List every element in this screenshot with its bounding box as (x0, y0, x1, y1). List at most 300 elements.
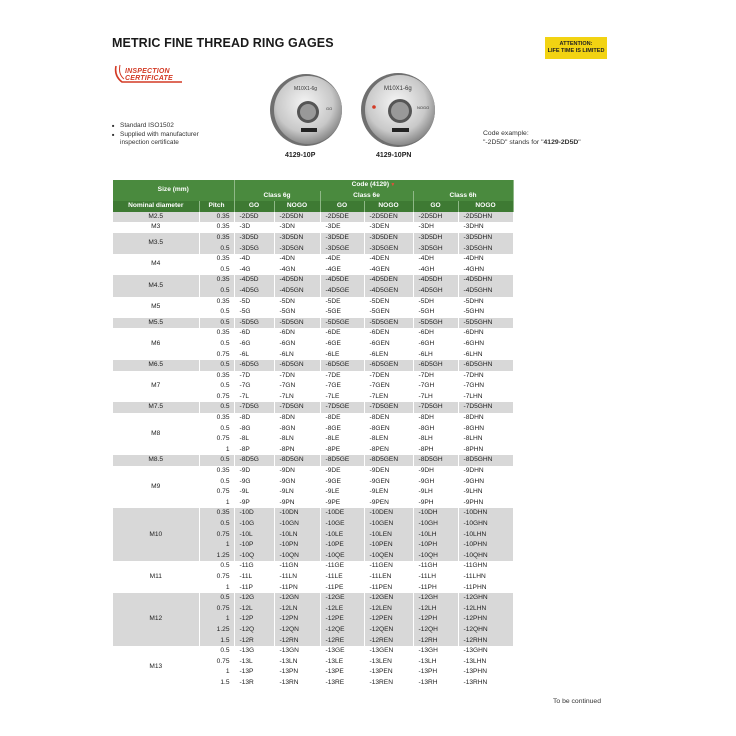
code-cell: -12LN (274, 604, 320, 615)
code-cell: -3DH (413, 222, 458, 233)
code-cell: -13PE (320, 667, 364, 678)
code-cell: -8D5GN (274, 455, 320, 466)
code-cell: -6LH (413, 350, 458, 361)
pitch-cell: 1.25 (199, 551, 234, 562)
code-cell: -6GE (320, 339, 364, 350)
code-cell: -4DH (413, 254, 458, 265)
code-cell: -7G (234, 381, 274, 392)
code-cell: -13LE (320, 657, 364, 668)
cert-logo-line-1: INSPECTION (125, 68, 170, 75)
header-nogo: NOGO (458, 201, 513, 212)
nominal-diameter-cell: M7 (113, 371, 199, 403)
table-row (113, 233, 513, 244)
code-cell: -13REN (364, 678, 413, 689)
code-cell: -13PH (413, 667, 458, 678)
code-cell: -13GE (320, 646, 364, 657)
code-cell: -10LHN (458, 530, 513, 541)
code-cell: -4D5DE (320, 275, 364, 286)
header-go: GO (320, 201, 364, 212)
pitch-cell: 0.5 (199, 477, 234, 488)
code-cell: -7DHN (458, 371, 513, 382)
table-row (113, 593, 513, 604)
code-cell: -2D5DE (320, 212, 364, 223)
code-cell: -11P (234, 583, 274, 594)
code-cell: -11LH (413, 572, 458, 583)
code-cell: -7D5GEN (364, 402, 413, 413)
pitch-cell: 0.5 (199, 519, 234, 530)
nogo-ring-gauge-image (360, 71, 438, 154)
code-cell: -6L (234, 350, 274, 361)
code-cell: -8L (234, 434, 274, 445)
to-be-continued: To be continued (553, 698, 601, 705)
code-cell: -9D (234, 466, 274, 477)
code-example (483, 130, 581, 147)
code-cell: -6D5GN (274, 360, 320, 371)
code-cell: -6DE (320, 328, 364, 339)
code-cell: -12LEN (364, 604, 413, 615)
code-cell: -10DN (274, 508, 320, 519)
code-cell: -7LN (274, 392, 320, 403)
pitch-cell: 0.5 (199, 286, 234, 297)
code-cell: -11PN (274, 583, 320, 594)
pitch-cell: 1.25 (199, 625, 234, 636)
code-cell: -8GHN (458, 424, 513, 435)
code-cell: -7GH (413, 381, 458, 392)
code-cell: -2D5DEN (364, 212, 413, 223)
code-cell: -12PH (413, 614, 458, 625)
code-cell: -4DEN (364, 254, 413, 265)
code-cell: -10LEN (364, 530, 413, 541)
code-cell: -3DN (274, 222, 320, 233)
code-cell: -5DN (274, 297, 320, 308)
code-cell: -5D5GHN (458, 318, 513, 329)
go-gauge-caption: 4129-10P (285, 152, 316, 159)
code-cell: -13RHN (458, 678, 513, 689)
table-row (113, 455, 513, 466)
code-cell: -5D5GEN (364, 318, 413, 329)
code-cell: -6D5G (234, 360, 274, 371)
code-cell: -5DE (320, 297, 364, 308)
code-cell: -9LHN (458, 487, 513, 498)
code-cell: -8D (234, 413, 274, 424)
code-cell: -10QHN (458, 551, 513, 562)
code-cell: -11GN (274, 561, 320, 572)
code-cell: -12GHN (458, 593, 513, 604)
pitch-cell: 0.35 (199, 371, 234, 382)
pitch-cell: 0.75 (199, 392, 234, 403)
code-cell: -6D5GEN (364, 360, 413, 371)
code-cell: -6DEN (364, 328, 413, 339)
header-class-6g: Class 6g (234, 191, 320, 202)
pitch-cell: 0.35 (199, 233, 234, 244)
code-cell: -12R (234, 636, 274, 647)
code-cell: -11L (234, 572, 274, 583)
code-cell: -6GN (274, 339, 320, 350)
code-cell: -8LHN (458, 434, 513, 445)
code-cell: -12LE (320, 604, 364, 615)
code-cell: -11GE (320, 561, 364, 572)
code-cell: -10GHN (458, 519, 513, 530)
pitch-cell: 0.5 (199, 307, 234, 318)
code-cell: -13RE (320, 678, 364, 689)
gage-table (113, 180, 514, 689)
code-cell: -13RN (274, 678, 320, 689)
code-cell: -12LHN (458, 604, 513, 615)
pitch-cell: 0.35 (199, 413, 234, 424)
code-cell: -5G (234, 307, 274, 318)
table-row (113, 275, 513, 286)
code-cell: -7DH (413, 371, 458, 382)
pitch-cell: 0.5 (199, 402, 234, 413)
code-cell: -13LH (413, 657, 458, 668)
code-cell: -9GEN (364, 477, 413, 488)
code-cell: -12PHN (458, 614, 513, 625)
code-cell: -8P (234, 445, 274, 456)
code-cell: -6LE (320, 350, 364, 361)
code-cell: -10PH (413, 540, 458, 551)
code-cell: -13LN (274, 657, 320, 668)
code-cell: -6DH (413, 328, 458, 339)
nominal-diameter-cell: M10 (113, 508, 199, 561)
pitch-cell: 0.75 (199, 657, 234, 668)
pitch-cell: 0.5 (199, 646, 234, 657)
pitch-cell: 0.5 (199, 265, 234, 276)
code-cell: -11LN (274, 572, 320, 583)
code-cell: -8DHN (458, 413, 513, 424)
table-row (113, 360, 513, 371)
pitch-cell: 0.35 (199, 275, 234, 286)
nominal-diameter-cell: M8.5 (113, 455, 199, 466)
feature-bullets (112, 122, 199, 148)
table-row (113, 371, 513, 382)
code-cell: -13LHN (458, 657, 513, 668)
code-cell: -8LN (274, 434, 320, 445)
pitch-cell: 0.35 (199, 328, 234, 339)
code-cell: -9PN (274, 498, 320, 509)
code-cell: -5GN (274, 307, 320, 318)
code-cell: -8GE (320, 424, 364, 435)
code-cell: -4D5GEN (364, 286, 413, 297)
code-cell: -4D5GE (320, 286, 364, 297)
pitch-cell: 0.5 (199, 381, 234, 392)
code-cell: -10G (234, 519, 274, 530)
code-cell: -12PE (320, 614, 364, 625)
code-cell: -4D (234, 254, 274, 265)
pitch-cell: 0.75 (199, 530, 234, 541)
code-cell: -10QE (320, 551, 364, 562)
pitch-cell: 1 (199, 667, 234, 678)
code-cell: -5GH (413, 307, 458, 318)
code-cell: -13PN (274, 667, 320, 678)
code-cell: -11LHN (458, 572, 513, 583)
code-cell: -10QEN (364, 551, 413, 562)
header-code-text: Code (4129) (351, 181, 390, 188)
code-cell: -7L (234, 392, 274, 403)
code-cell: -9G (234, 477, 274, 488)
nogo-gauge-caption: 4129-10PN (376, 152, 412, 159)
code-cell: -5DEN (364, 297, 413, 308)
nominal-diameter-cell: M6 (113, 328, 199, 360)
code-cell: -3D5GHN (458, 244, 513, 255)
code-cell: -2D5DH (413, 212, 458, 223)
attention-line-1: ATTENTION: (559, 41, 593, 47)
code-cell: -4GE (320, 265, 364, 276)
code-cell: -8DN (274, 413, 320, 424)
code-cell: -3D5DE (320, 233, 364, 244)
pitch-cell: 1 (199, 498, 234, 509)
code-cell: -11LEN (364, 572, 413, 583)
pitch-cell: 1.5 (199, 678, 234, 689)
pitch-cell: 0.5 (199, 455, 234, 466)
code-cell: -11GEN (364, 561, 413, 572)
code-cell: -4D5DH (413, 275, 458, 286)
code-cell: -3D5GN (274, 244, 320, 255)
header-code-marker: ▼ (389, 182, 396, 188)
code-cell: -10QH (413, 551, 458, 562)
code-cell: -10DE (320, 508, 364, 519)
code-cell: -5DHN (458, 297, 513, 308)
code-cell: -7DEN (364, 371, 413, 382)
code-cell: -7DE (320, 371, 364, 382)
code-cell: -9PH (413, 498, 458, 509)
code-cell: -3D5D (234, 233, 274, 244)
header-nogo: NOGO (274, 201, 320, 212)
pitch-cell: 0.35 (199, 254, 234, 265)
code-cell: -8GH (413, 424, 458, 435)
code-cell: -12L (234, 604, 274, 615)
code-cell: -4D5GHN (458, 286, 513, 297)
code-cell: -4DE (320, 254, 364, 265)
code-cell: -2D5DN (274, 212, 320, 223)
code-cell: -10DEN (364, 508, 413, 519)
code-cell: -7GEN (364, 381, 413, 392)
code-cell: -12QEN (364, 625, 413, 636)
nominal-diameter-cell: M8 (113, 413, 199, 455)
code-cell: -10D (234, 508, 274, 519)
code-cell: -9LE (320, 487, 364, 498)
code-cell: -6LEN (364, 350, 413, 361)
code-cell: -10L (234, 530, 274, 541)
code-cell: -11PH (413, 583, 458, 594)
code-cell: -9LN (274, 487, 320, 498)
pitch-cell: 0.75 (199, 350, 234, 361)
code-cell: -13PHN (458, 667, 513, 678)
nominal-diameter-cell: M5.5 (113, 318, 199, 329)
code-cell: -5D5GN (274, 318, 320, 329)
code-cell: -7DN (274, 371, 320, 382)
code-cell: -12QN (274, 625, 320, 636)
code-cell: -11PEN (364, 583, 413, 594)
code-cell: -8PN (274, 445, 320, 456)
pitch-cell: 1 (199, 445, 234, 456)
code-cell: -4D5D (234, 275, 274, 286)
code-cell: -9GH (413, 477, 458, 488)
table-row (113, 222, 513, 233)
pitch-cell: 0.75 (199, 434, 234, 445)
code-cell: -9LH (413, 487, 458, 498)
code-example-prefix: "-2D5D" stands for " (483, 138, 544, 146)
pitch-cell: 0.35 (199, 222, 234, 233)
pitch-cell: 0.35 (199, 297, 234, 308)
code-cell: -9P (234, 498, 274, 509)
code-cell: -8D5G (234, 455, 274, 466)
code-cell: -8DE (320, 413, 364, 424)
code-cell: -6GEN (364, 339, 413, 350)
bullet-certificate-cont: inspection certificate (120, 139, 179, 146)
code-cell: -10DHN (458, 508, 513, 519)
code-cell: -6GH (413, 339, 458, 350)
code-cell: -9DEN (364, 466, 413, 477)
bullet-standard: ■ Standard ISO1502 (112, 122, 199, 131)
cert-logo-line-2: CERTIFICATE (125, 75, 173, 82)
code-cell: -10PHN (458, 540, 513, 551)
code-cell: -8PH (413, 445, 458, 456)
go-gauge-marking: M10X1-6g (294, 86, 318, 92)
pitch-cell: 1 (199, 583, 234, 594)
code-cell: -7D5GN (274, 402, 320, 413)
pitch-cell: 0.75 (199, 572, 234, 583)
code-cell: -4DHN (458, 254, 513, 265)
code-cell: -10QN (274, 551, 320, 562)
header-go: GO (413, 201, 458, 212)
code-cell: -9GN (274, 477, 320, 488)
table-row (113, 413, 513, 424)
pitch-cell: 1 (199, 614, 234, 625)
code-cell: -3D5DN (274, 233, 320, 244)
code-cell: -8LE (320, 434, 364, 445)
table-row (113, 508, 513, 519)
nominal-diameter-cell: M11 (113, 561, 199, 593)
code-cell: -8LH (413, 434, 458, 445)
code-cell: -10PEN (364, 540, 413, 551)
pitch-cell: 0.5 (199, 339, 234, 350)
code-cell: -9GE (320, 477, 364, 488)
pitch-cell: 0.75 (199, 487, 234, 498)
code-cell: -4D5DEN (364, 275, 413, 286)
attention-line-2: LIFE TIME IS LIMITED (547, 48, 605, 54)
code-cell: -9DHN (458, 466, 513, 477)
pitch-cell: 0.5 (199, 424, 234, 435)
code-cell: -8G (234, 424, 274, 435)
header-nominal-diameter: Nominal diameter (113, 201, 199, 212)
code-cell: -4D5DHN (458, 275, 513, 286)
code-cell: -7LH (413, 392, 458, 403)
code-cell: -12G (234, 593, 274, 604)
code-cell: -13P (234, 667, 274, 678)
header-nogo: NOGO (364, 201, 413, 212)
header-code (234, 180, 513, 191)
code-cell: -4D5GN (274, 286, 320, 297)
table-row (113, 328, 513, 339)
code-cell: -8D5GHN (458, 455, 513, 466)
code-cell: -9LEN (364, 487, 413, 498)
code-cell: -12P (234, 614, 274, 625)
code-cell: -7LE (320, 392, 364, 403)
code-cell: -12PEN (364, 614, 413, 625)
code-cell: -10LE (320, 530, 364, 541)
code-cell: -9PEN (364, 498, 413, 509)
code-cell: -13GN (274, 646, 320, 657)
pitch-cell: 0.5 (199, 244, 234, 255)
nominal-diameter-cell: M5 (113, 297, 199, 318)
code-cell: -3DEN (364, 222, 413, 233)
pitch-cell: 0.35 (199, 466, 234, 477)
pitch-cell: 0.5 (199, 593, 234, 604)
nominal-diameter-cell: M3.5 (113, 233, 199, 254)
code-cell: -12GE (320, 593, 364, 604)
code-cell: -6LN (274, 350, 320, 361)
code-cell: -12QH (413, 625, 458, 636)
go-gauge-side: GO (326, 106, 333, 111)
code-cell: -6GHN (458, 339, 513, 350)
pitch-cell: 0.5 (199, 360, 234, 371)
nominal-diameter-cell: M13 (113, 646, 199, 688)
code-cell: -11PHN (458, 583, 513, 594)
nominal-diameter-cell: M3 (113, 222, 199, 233)
inspection-certificate-logo (112, 62, 202, 86)
header-size: Size (mm) (113, 180, 234, 201)
code-cell: -10GE (320, 519, 364, 530)
table-row (113, 297, 513, 308)
code-cell: -11PE (320, 583, 364, 594)
code-cell: -7GN (274, 381, 320, 392)
gage-table-body (113, 212, 513, 689)
code-cell: -4D5GH (413, 286, 458, 297)
code-cell: -12GH (413, 593, 458, 604)
code-cell: -10LN (274, 530, 320, 541)
header-class-6e: Class 6e (320, 191, 413, 202)
code-cell: -11LE (320, 572, 364, 583)
code-cell: -12REN (364, 636, 413, 647)
code-cell: -8PE (320, 445, 364, 456)
table-row (113, 646, 513, 657)
nominal-diameter-cell: M12 (113, 593, 199, 646)
code-cell: -10Q (234, 551, 274, 562)
nominal-diameter-cell: M4 (113, 254, 199, 275)
code-cell: -12LH (413, 604, 458, 615)
code-cell: -12QE (320, 625, 364, 636)
code-cell: -3D5GEN (364, 244, 413, 255)
code-cell: -8D5GE (320, 455, 364, 466)
header-pitch: Pitch (199, 201, 234, 212)
code-cell: -9PHN (458, 498, 513, 509)
code-cell: -13PEN (364, 667, 413, 678)
code-cell: -4D5G (234, 286, 274, 297)
code-cell: -4G (234, 265, 274, 276)
code-cell: -13RH (413, 678, 458, 689)
code-cell: -7GHN (458, 381, 513, 392)
pitch-cell: 0.5 (199, 561, 234, 572)
code-cell: -12RHN (458, 636, 513, 647)
code-cell: -11GHN (458, 561, 513, 572)
go-ring-gauge-image (268, 72, 346, 153)
code-cell: -8GN (274, 424, 320, 435)
code-cell: -10LH (413, 530, 458, 541)
nominal-diameter-cell: M6.5 (113, 360, 199, 371)
code-cell: -13GH (413, 646, 458, 657)
code-cell: -3D5G (234, 244, 274, 255)
nominal-diameter-cell: M2.5 (113, 212, 199, 223)
code-cell: -5D (234, 297, 274, 308)
code-cell: -12Q (234, 625, 274, 636)
code-cell: -13GEN (364, 646, 413, 657)
code-cell: -3D5GE (320, 244, 364, 255)
header-class-6h: Class 6h (413, 191, 513, 202)
nogo-gauge-marking: M10X1-6g (384, 86, 412, 92)
code-cell: -3D5DHN (458, 233, 513, 244)
code-cell: -4GHN (458, 265, 513, 276)
code-cell: -4GN (274, 265, 320, 276)
